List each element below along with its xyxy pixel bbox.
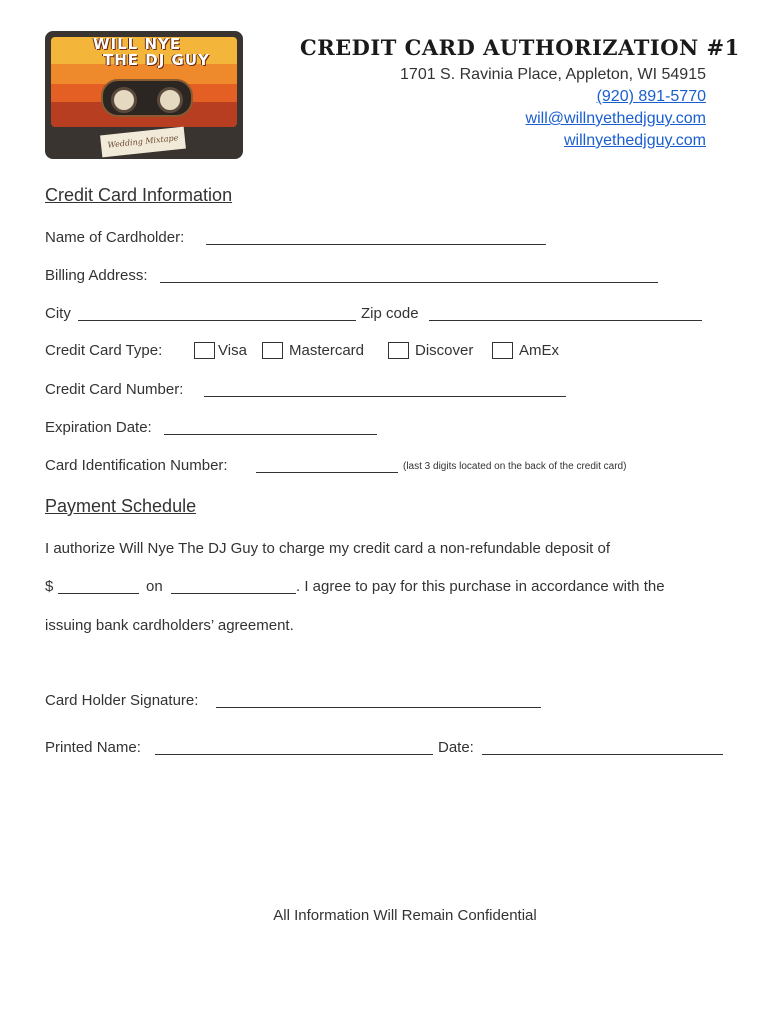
- deposit-date-field[interactable]: [171, 593, 296, 594]
- zip-code-label: Zip code: [361, 305, 419, 322]
- expiration-date-label: Expiration Date:: [45, 419, 152, 436]
- email-link[interactable]: will@willnyethedjguy.com: [525, 110, 706, 127]
- company-logo: [45, 31, 243, 159]
- logo-text-line1: WILL NYE: [93, 35, 182, 53]
- city-label: City: [45, 305, 71, 322]
- page-title: CREDIT CARD AUTHORIZATION #1: [300, 35, 740, 60]
- agreement-text: . I agree to pay for this purchase in accordance with the: [296, 578, 665, 595]
- card-type-label: Credit Card Type:: [45, 342, 163, 359]
- billing-address-field[interactable]: [160, 282, 658, 283]
- signature-field[interactable]: [216, 707, 541, 708]
- printed-name-field[interactable]: [155, 754, 433, 755]
- expiration-date-field[interactable]: [164, 434, 377, 435]
- date-field[interactable]: [482, 754, 723, 755]
- deposit-amount-field[interactable]: [58, 593, 139, 594]
- dollar-sign: $: [45, 578, 54, 595]
- visa-checkbox[interactable]: [194, 342, 215, 359]
- phone-link[interactable]: (920) 891-5770: [596, 88, 706, 105]
- section-heading-payment: Payment Schedule: [45, 496, 197, 516]
- signature-label: Card Holder Signature:: [45, 692, 199, 709]
- discover-checkbox[interactable]: [388, 342, 409, 359]
- card-id-number-field[interactable]: [256, 472, 398, 473]
- printed-name-label: Printed Name:: [45, 739, 141, 756]
- cardholder-name-field[interactable]: [206, 244, 546, 245]
- agreement-text-end: issuing bank cardholders’ agreement.: [45, 617, 294, 634]
- city-field[interactable]: [78, 320, 356, 321]
- date-label: Date:: [438, 739, 474, 756]
- tape-label: Wedding Mixtape: [100, 127, 186, 158]
- confidential-note: All Information Will Remain Confidential: [273, 907, 537, 924]
- logo-text-line2: THE DJ GUY: [103, 51, 210, 69]
- billing-address-label: Billing Address:: [45, 267, 148, 284]
- authorization-text: I authorize Will Nye The DJ Guy to charge my credit card a non-refundable deposit of: [45, 540, 610, 557]
- zip-code-field[interactable]: [429, 320, 702, 321]
- section-heading-card-info: Credit Card Information: [45, 185, 233, 205]
- amex-checkbox[interactable]: [492, 342, 513, 359]
- visa-label: Visa: [218, 342, 247, 359]
- mastercard-label: Mastercard: [289, 342, 365, 359]
- cardholder-name-label: Name of Cardholder:: [45, 229, 185, 246]
- on-text: on: [146, 578, 163, 595]
- website-link[interactable]: willnyethedjguy.com: [564, 132, 706, 149]
- amex-label: AmEx: [519, 342, 560, 359]
- card-number-field[interactable]: [204, 396, 566, 397]
- card-id-number-label: Card Identification Number:: [45, 457, 228, 474]
- card-number-label: Credit Card Number:: [45, 381, 184, 398]
- right-reel-icon: [157, 87, 183, 113]
- cassette-window: [101, 79, 193, 117]
- left-reel-icon: [111, 87, 137, 113]
- company-address: 1701 S. Ravinia Place, Appleton, WI 54915: [400, 66, 706, 83]
- card-id-note: (last 3 digits located on the back of the credit card): [403, 461, 627, 472]
- discover-label: Discover: [415, 342, 474, 359]
- mastercard-checkbox[interactable]: [262, 342, 283, 359]
